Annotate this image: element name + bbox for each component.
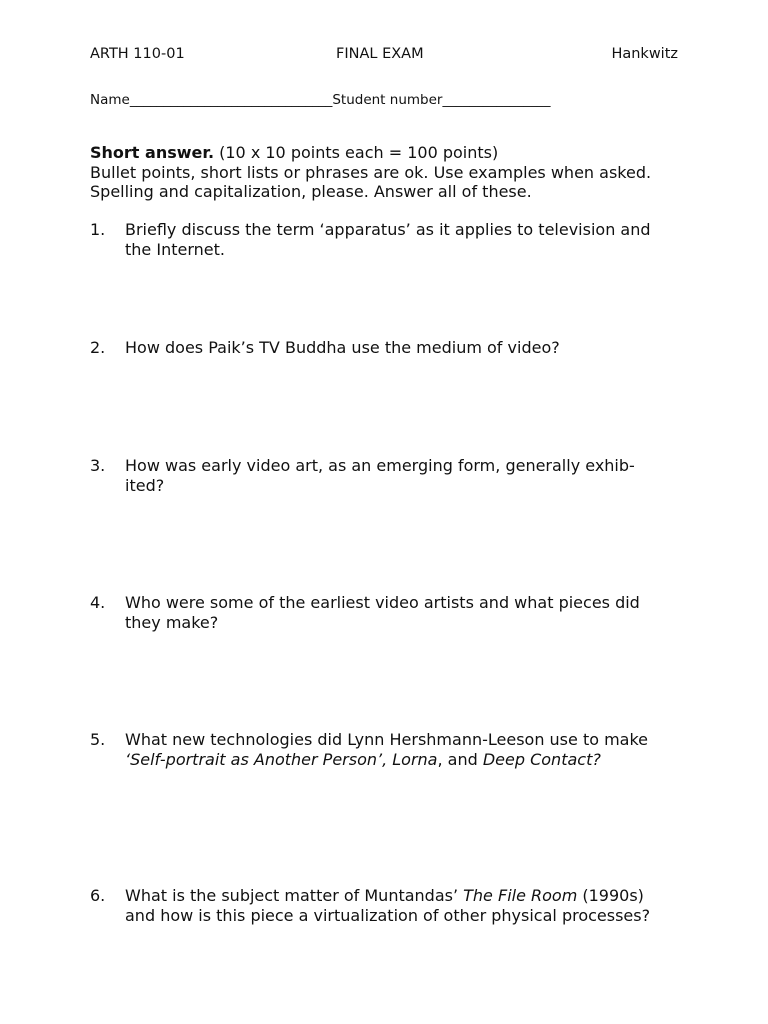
artwork-title: The File Room [463, 886, 578, 905]
section-heading: Short answer. [90, 143, 215, 162]
question-text-line: What new technologies did Lynn Hershmann-Leeson use to make [125, 730, 649, 749]
question-number: 1. [90, 220, 106, 239]
question-number: 4. [90, 593, 106, 612]
question-4 [90, 593, 690, 633]
question-5 [90, 730, 690, 770]
question-3 [90, 456, 690, 496]
question-suffix: (1990s) [577, 886, 644, 905]
exam-header [90, 46, 678, 66]
question-text-line: they make? [125, 613, 219, 632]
question-number: 2. [90, 338, 106, 357]
exam-title: FINAL EXAM [336, 46, 424, 62]
question-text-line: How does Paik’s TV Buddha use the medium of video? [125, 338, 560, 357]
instructions-line-3: Spelling and capitalization, please. Answer all of these. [90, 182, 532, 201]
name-label: Name [90, 92, 130, 108]
course-code: ARTH 110-01 [90, 46, 185, 62]
question-text-line: and how is this piece a virtualization of other physical processes? [125, 906, 651, 925]
question-1 [90, 220, 690, 260]
instructions-block [90, 143, 690, 202]
question-text-line: Who were some of the earliest video artists and what pieces did [125, 593, 640, 612]
question-number: 3. [90, 456, 106, 475]
question-prefix: What is the subject matter of Muntandas’ [125, 886, 464, 905]
question-text-line [125, 886, 670, 906]
student-number-blank: ________________ [442, 92, 551, 108]
instructions-line-1 [90, 143, 690, 163]
points-note: (10 x 10 points each = 100 points) [214, 143, 499, 162]
student-number-label: Student number [332, 92, 443, 108]
name-blank: ______________________________ [129, 92, 333, 108]
question-number: 5. [90, 730, 106, 749]
question-6 [90, 886, 690, 926]
question-text-line [125, 750, 670, 770]
question-2 [90, 338, 690, 358]
conjunction: , and [437, 750, 483, 769]
question-text-line: Briefly discuss the term ‘apparatus’ as it applies to television and [125, 220, 651, 239]
question-text-line: the Internet. [125, 240, 225, 259]
artwork-titles: ‘Self-portrait as Another Person’, Lorna [125, 750, 438, 769]
instructor-name: Hankwitz [611, 46, 678, 62]
question-number: 6. [90, 886, 106, 905]
name-student-line [90, 92, 550, 108]
artwork-title: Deep Contact? [482, 750, 601, 769]
question-text-line: How was early video art, as an emerging form, generally exhib- [125, 456, 635, 475]
question-text-line: ited? [125, 476, 165, 495]
instructions-line-2: Bullet points, short lists or phrases are ok. Use examples when asked. [90, 162, 652, 182]
